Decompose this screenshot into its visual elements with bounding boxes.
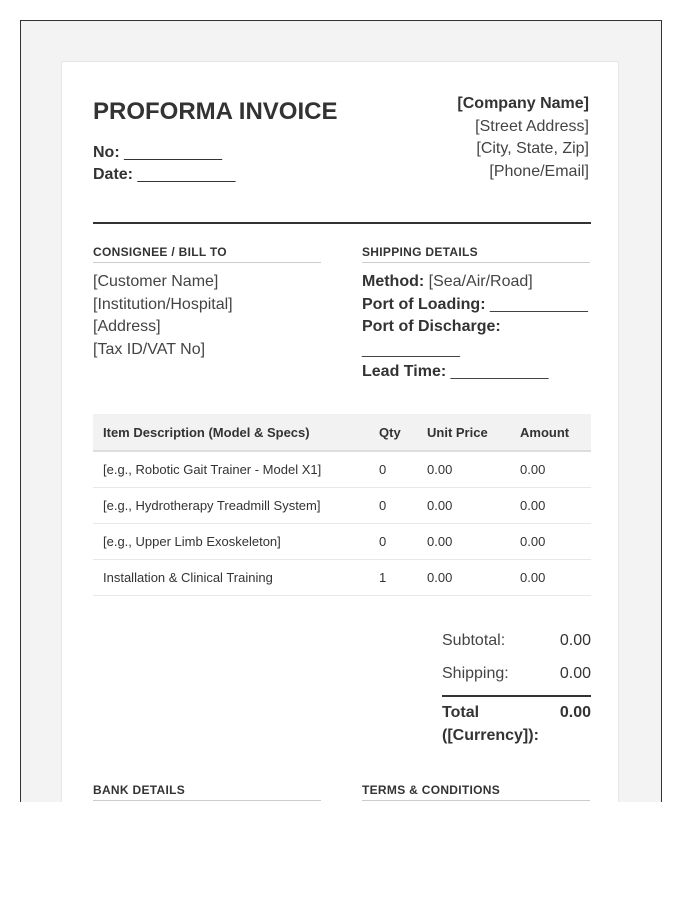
company-name: [Company Name]: [457, 95, 589, 112]
shipping-method: Method: [Sea/Air/Road]: [362, 273, 533, 290]
invoice-page: [61, 61, 619, 802]
col-unit-price: Unit Price: [427, 414, 520, 451]
invoice-date-label: Date:: [93, 166, 134, 183]
consignee-block: [93, 271, 233, 361]
item-description: [e.g., Robotic Gait Trainer - Model X1]: [93, 451, 379, 488]
item-amount: 0.00: [520, 560, 591, 596]
consignee-institution: [Institution/Hospital]: [93, 295, 233, 313]
consignee-heading: CONSIGNEE / BILL TO: [93, 245, 321, 263]
table-row: [93, 451, 591, 488]
invoice-number-label: No:: [93, 144, 120, 161]
table-row: [93, 524, 591, 560]
port-of-discharge-blank: ___________: [362, 340, 460, 358]
company-street: [Street Address]: [475, 117, 589, 135]
item-unit-price: 0.00: [427, 451, 520, 488]
table-row: [93, 560, 591, 596]
invoice-number-field: [93, 144, 222, 162]
item-unit-price: 0.00: [427, 524, 520, 560]
item-unit-price: 0.00: [427, 560, 520, 596]
item-qty: 0: [379, 488, 427, 524]
consignee-customer: [Customer Name]: [93, 273, 219, 290]
item-amount: 0.00: [520, 451, 591, 488]
subtotal-label: Subtotal:: [442, 632, 506, 649]
invoice-date-blank: ___________: [137, 166, 236, 183]
shipping-heading: SHIPPING DETAILS: [362, 245, 590, 263]
item-description: Installation & Clinical Training: [93, 560, 379, 596]
port-of-discharge: Port of Discharge:: [362, 318, 501, 335]
total-value: 0.00: [559, 704, 591, 721]
lead-time: Lead Time: ___________: [362, 363, 549, 380]
shipping-cost-row: [442, 665, 591, 683]
item-unit-price: 0.00: [427, 488, 520, 524]
item-amount: 0.00: [520, 524, 591, 560]
total-label: Total ([Currency]):: [442, 704, 539, 744]
invoice-title: PROFORMA INVOICE: [93, 98, 338, 125]
shipping-cost-value: 0.00: [559, 665, 591, 682]
item-qty: 0: [379, 451, 427, 488]
company-contact: [Phone/Email]: [489, 162, 589, 180]
subtotal-value: 0.00: [559, 632, 591, 649]
total-divider: [442, 695, 591, 697]
bank-details-heading: BANK DETAILS: [93, 783, 321, 801]
item-amount: 0.00: [520, 488, 591, 524]
shipping-cost-label: Shipping:: [442, 665, 509, 682]
item-qty: 0: [379, 524, 427, 560]
table-row: [93, 488, 591, 524]
items-header-row: [93, 414, 591, 451]
port-of-loading: Port of Loading: ___________: [362, 295, 588, 313]
item-qty: 1: [379, 560, 427, 596]
col-qty: Qty: [379, 414, 427, 451]
subtotal-row: [442, 632, 591, 650]
invoice-number-blank: ___________: [124, 144, 222, 161]
invoice-date-field: [93, 166, 235, 184]
consignee-address: [Address]: [93, 318, 161, 335]
items-table: [93, 414, 591, 596]
item-description: [e.g., Hydrotherapy Treadmill System]: [93, 488, 379, 524]
company-city: [City, State, Zip]: [476, 140, 589, 157]
document-viewport: [20, 20, 662, 802]
header-divider: [93, 222, 591, 224]
col-amount: Amount: [520, 414, 591, 451]
consignee-tax-id: [Tax ID/VAT No]: [93, 340, 206, 358]
shipping-block: [362, 271, 602, 384]
col-description: Item Description (Model & Specs): [93, 414, 379, 451]
terms-heading: TERMS & CONDITIONS: [362, 783, 590, 801]
company-info: [457, 93, 589, 183]
item-description: [e.g., Upper Limb Exoskeleton]: [93, 524, 379, 560]
